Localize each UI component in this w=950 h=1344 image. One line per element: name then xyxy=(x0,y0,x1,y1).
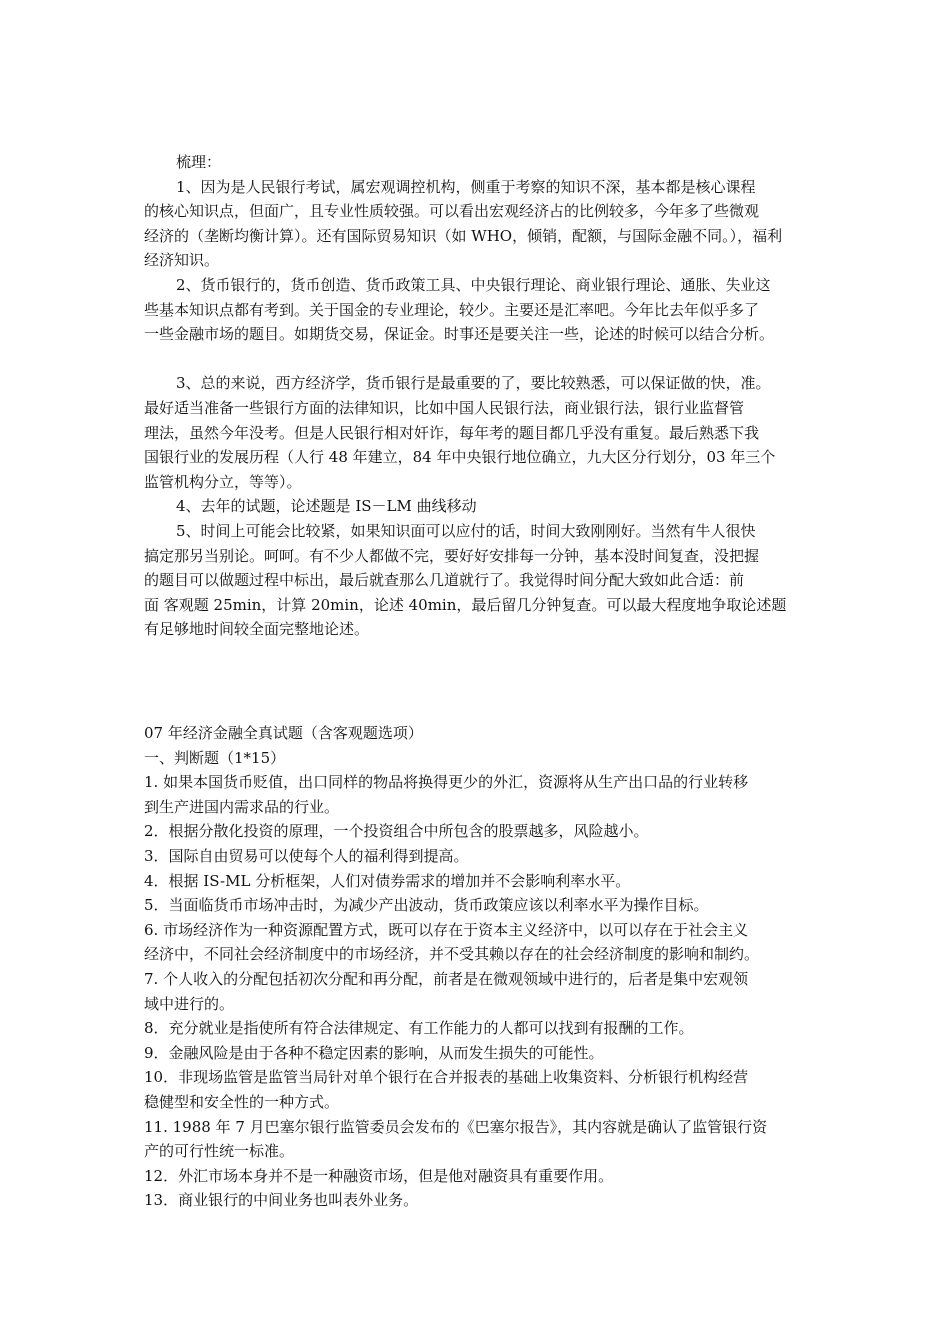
paragraph-line: 一些金融市场的题目。如期货交易，保证金。时事还是要关注一些，论述的时候可以结合分析。 xyxy=(144,325,775,344)
blank-line xyxy=(144,347,820,372)
question-line: 6. 市场经济作为一种资源配置方式，既可以存在于资本主义经济中，以可以存在于社会主义 xyxy=(144,920,749,939)
paragraph-line: 的题目可以做题过程中标出，最后就查那么几道就行了。我觉得时间分配大致如此合适：前 xyxy=(144,571,745,590)
question-4 xyxy=(144,869,820,894)
question-line: 稳健型和安全性的一种方式。 xyxy=(144,1092,340,1111)
paragraph-line: 的核心知识点，但面广，且专业性质较强。可以看出宏观经济占的比例较多，今年多了些微观 xyxy=(144,202,760,221)
summary-heading: 梳理： xyxy=(176,153,222,171)
question-5 xyxy=(144,893,820,918)
question-line: 11. 1988 年 7 月巴塞尔银行监管委员会发布的《巴塞尔报告》，其内容就是确认了监管银行资 xyxy=(144,1117,768,1136)
summary-paragraph-1 xyxy=(144,175,820,273)
question-13 xyxy=(144,1188,820,1213)
question-3 xyxy=(144,844,820,869)
section-heading: 一、判断题（1*15） xyxy=(144,748,286,767)
summary-paragraph-4 xyxy=(144,494,820,519)
question-8 xyxy=(144,1016,820,1041)
question-line: 3．国际自由贸易可以使每个人的福利得到提高。 xyxy=(144,846,469,865)
paragraph-line: 理法，虽然今年没考。但是人民银行相对奸诈，每年考的题目都几乎没有重复。最后熟悉下我 xyxy=(144,423,760,442)
question-line: 4．根据 IS-ML 分析框架，人们对债券需求的增加并不会影响利率水平。 xyxy=(144,871,631,890)
paragraph-line: 2、货币银行的，货币创造、货币政策工具、中央银行理论、商业银行理论、通胀、失业这 xyxy=(176,275,771,294)
summary-paragraph-2 xyxy=(144,273,820,347)
question-line: 产的可行性统一标准。 xyxy=(144,1142,295,1161)
question-6 xyxy=(144,918,820,967)
question-line: 13．商业银行的中间业务也叫表外业务。 xyxy=(144,1191,419,1210)
question-1 xyxy=(144,770,820,819)
paragraph-line: 经济的（垄断均衡计算）。还有国际贸易知识（如 WHO，倾销，配额，与国际金融不同。），福利 xyxy=(144,226,783,245)
question-line: 域中进行的。 xyxy=(144,994,235,1013)
question-line: 到生产进国内需求品的行业。 xyxy=(144,797,340,816)
question-line: 9．金融风险是由于各种不稳定因素的影响，从而发生损失的可能性。 xyxy=(144,1043,604,1062)
paragraph-line: 面 客观题 25min，计算 20min，论述 40min，最后留几分钟复查。可以最大程度地争取论述题 xyxy=(144,595,787,614)
question-9 xyxy=(144,1041,820,1066)
question-line: 2．根据分散化投资的原理，一个投资组合中所包含的股票越多，风险越小。 xyxy=(144,822,649,841)
question-line: 经济中，不同社会经济制度中的市场经济，并不受其赖以存在的社会经济制度的影响和制约。 xyxy=(144,945,760,964)
question-line: 10．非现场监管是监管当局针对单个银行在合并报表的基础上收集资料、分析银行机构经营 xyxy=(144,1068,749,1087)
question-line: 8．充分就业是指使所有符合法律规定、有工作能力的人都可以找到有报酬的工作。 xyxy=(144,1019,694,1038)
paragraph-line: 1、因为是人民银行考试，属宏观调控机构，侧重于考察的知识不深，基本都是核心课程 xyxy=(176,177,756,196)
question-line: 12．外汇市场本身并不是一种融资市场，但是他对融资具有重要作用。 xyxy=(144,1166,614,1185)
paragraph-line: 些基本知识点都有考到。关于国金的专业理论，较少。主要还是汇率吧。今年比去年似乎多了 xyxy=(144,300,760,319)
paragraph-line: 3、总的来说，西方经济学，货币银行是最重要的了，要比较熟悉，可以保证做的快，准。 xyxy=(176,374,771,393)
question-2 xyxy=(144,819,820,844)
exam-section xyxy=(144,721,820,1213)
question-7 xyxy=(144,967,820,1016)
summary-section xyxy=(144,150,820,642)
paragraph-line: 监管机构分立，等等）。 xyxy=(144,472,302,491)
exam-title: 07 年经济金融全真试题（含客观题选项） xyxy=(144,724,423,742)
question-11 xyxy=(144,1115,820,1164)
question-line: 5．当面临货币市场冲击时，为减少产出波动，货币政策应该以利率水平为操作目标。 xyxy=(144,896,709,915)
question-12 xyxy=(144,1164,820,1189)
summary-paragraph-5 xyxy=(144,519,820,642)
paragraph-line: 国银行业的发展历程（人行 48 年建立，84 年中央银行地位确立，九大区分行划分，03 年三个 xyxy=(144,448,776,467)
question-10 xyxy=(144,1065,820,1114)
paragraph-line: 搞定那另当别论。呵呵。有不少人都做不完，要好好安排每一分钟，基本没时间复查，没把握 xyxy=(144,546,760,565)
paragraph-line: 5、时间上可能会比较紧，如果知识面可以应付的话，时间大致刚刚好。当然有牛人很快 xyxy=(176,521,756,540)
paragraph-line: 4、去年的试题，论述题是 IS－LM 曲线移动 xyxy=(176,497,477,516)
summary-paragraph-3 xyxy=(144,371,820,494)
question-line: 1. 如果本国货币贬值，出口同样的物品将换得更少的外汇，资源将从生产出口品的行业转移 xyxy=(144,773,749,792)
question-line: 7. 个人收入的分配包括初次分配和再分配，前者是在微观领域中进行的，后者是集中宏观领 xyxy=(144,969,749,988)
paragraph-line: 经济知识。 xyxy=(144,251,220,270)
paragraph-line: 有足够地时间较全面完整地论述。 xyxy=(144,620,370,639)
paragraph-line: 最好适当准备一些银行方面的法律知识，比如中国人民银行法，商业银行法，银行业监督管 xyxy=(144,398,745,417)
